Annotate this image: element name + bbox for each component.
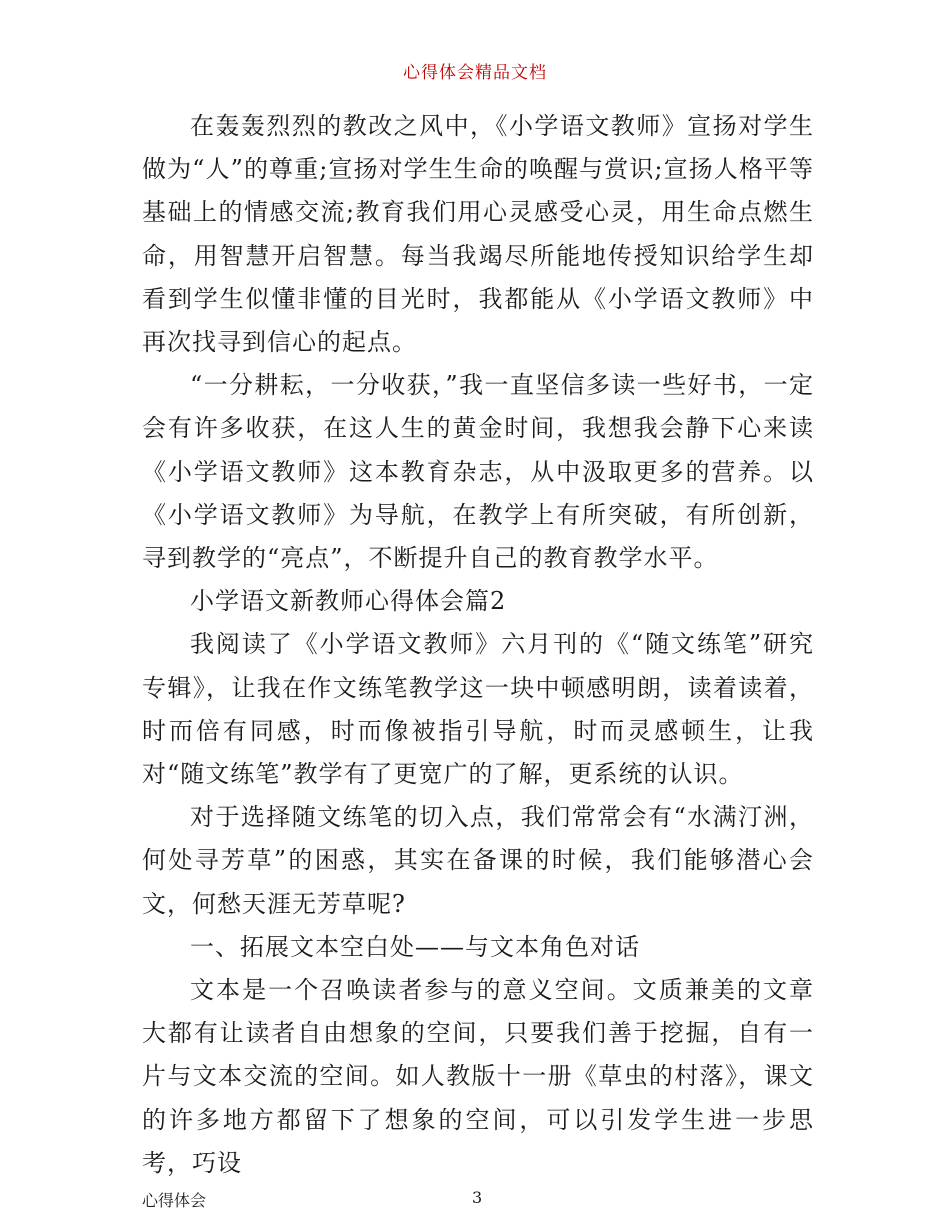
section-heading: 小学语文新教师心得体会篇2 [190,587,507,616]
paragraph-2: “一分耕耘，一分收获，”我一直坚信多读一些好书，一定会有许多收获，在这人生的黄金时间，我想我会静下心来读《小学语文教师》这本教育杂志，从中汲取更多的营养。以《小学语文教师》为导航，在教学上有所突破，有所创新，寻到教学的“亮点”，不断提升自己的教育教学水平。 [142,371,814,573]
paragraph-3: 我阅读了《小学语文教师》六月刊的《“随文练笔”研究专辑》，让我在作文练笔教学这一块中顿感明朗，读着读着，时而倍有同感，时而像被指引导航，时而灵感顿生，让我对“随文练笔”教学有了更宽广的了解，更系统的认识。 [142,630,814,789]
paragraph-1: 在轰轰烈烈的教改之风中，《小学语文教师》宣扬对学生做为“人”的尊重;宣扬对学生生命的唤醒与赏识;宣扬人格平等基础上的情感交流;教育我们用心灵感受心灵，用生命点燃生命，用智慧开启智慧。每当我竭尽所能地传授知识给学生却看到学生似懂非懂的目光时，我都能从《小学语文教师》中再次找寻到信心的起点。 [142,112,814,357]
footer-label: 心得体会 [142,1191,207,1210]
page-header-title: 心得体会精品文档 [403,63,547,83]
document-body [142,105,814,1185]
paragraph-5: 文本是一个召唤读者参与的意义空间。文质兼美的文章大都有让读者自由想象的空间，只要我们善于挖掘，自有一片与文本交流的空间。如人教版十一册《草虫的村落》，课文的许多地方都留下了想象的空间，可以引发学生进一步思考，巧设 [142,976,814,1177]
subsection-heading: 一、拓展文本空白处——与文本角色对话 [190,932,640,961]
paragraph-4: 对于选择随文练笔的切入点，我们常常会有“水满汀洲，何处寻芳草”的困惑，其实在备课的时候，我们能够潜心会文，何愁天涯无芳草呢? [142,803,814,918]
page-number: 3 [472,1188,483,1207]
